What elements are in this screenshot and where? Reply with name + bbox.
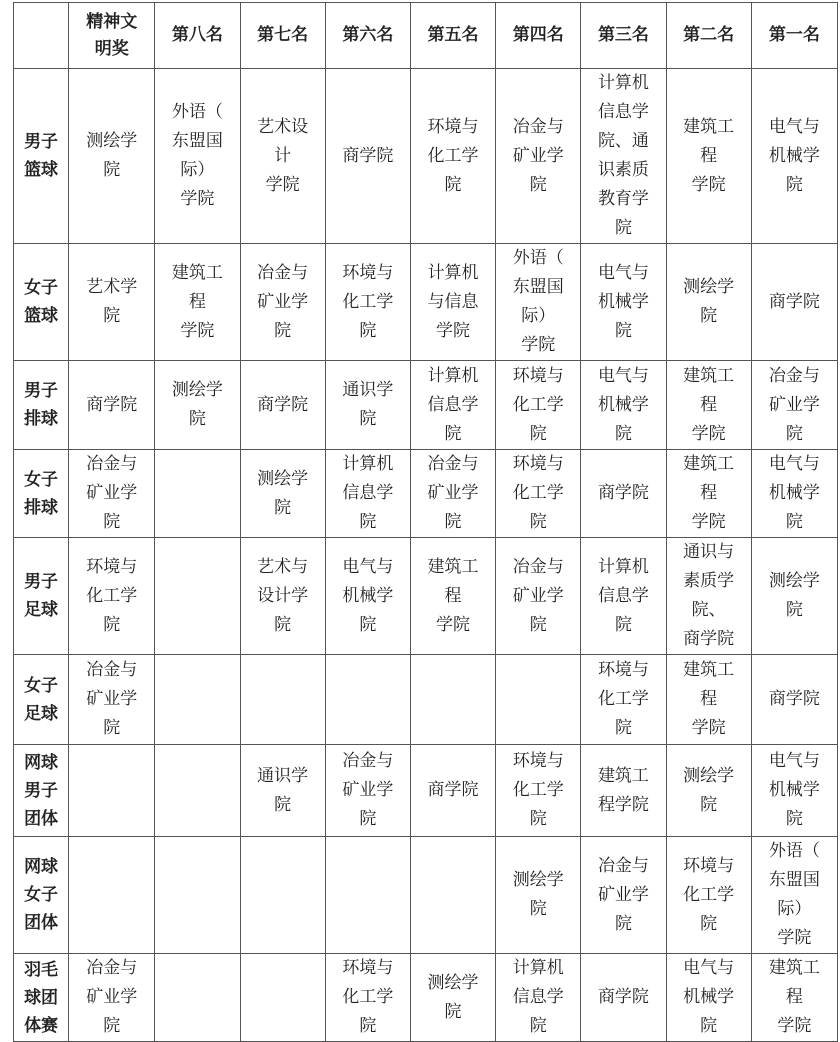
- table-cell: 艺术学 院: [69, 244, 155, 361]
- table-cell: 冶金与 矿业学 院: [410, 450, 495, 538]
- table-cell: [155, 745, 240, 837]
- table-cell: 测绘学 院: [751, 538, 837, 655]
- header-2nd: 第二名: [666, 3, 751, 69]
- table-cell: 电气与 机械学 院: [751, 69, 837, 244]
- table-cell: [410, 837, 495, 954]
- table-cell: 外语（ 东盟国 际） 学院: [496, 244, 581, 361]
- table-cell: 电气与 机械学 院: [751, 745, 837, 837]
- sport-label: 女子 篮球: [14, 244, 69, 361]
- table-cell: 环境与 化工学 院: [69, 538, 155, 655]
- table-row: [14, 244, 838, 361]
- table-cell: 电气与 机械学 院: [581, 361, 666, 450]
- table-cell: [69, 837, 155, 954]
- header-row: [14, 3, 838, 69]
- table-cell: 商学院: [581, 450, 666, 538]
- table-cell: 环境与 化工学 院: [325, 954, 410, 1042]
- table-cell: 计算机 与信息 学院: [410, 244, 495, 361]
- table-cell: 环境与 化工学 院: [325, 244, 410, 361]
- sport-label: 男子 篮球: [14, 69, 69, 244]
- table-cell: 外语（ 东盟国 际） 学院: [751, 837, 837, 954]
- table-cell: [69, 745, 155, 837]
- ranking-table: [13, 2, 838, 1042]
- table-cell: 商学院: [240, 361, 325, 450]
- header-6th: 第六名: [325, 3, 410, 69]
- table-row: [14, 745, 838, 837]
- table-cell: 冶金与 矿业学 院: [496, 69, 581, 244]
- table-cell: 通识学 院: [325, 361, 410, 450]
- table-cell: 建筑工 程 学院: [751, 954, 837, 1042]
- table-cell: 冶金与 矿业学 院: [751, 361, 837, 450]
- table-cell: 商学院: [325, 69, 410, 244]
- table-cell: 建筑工 程 学院: [666, 361, 751, 450]
- table-cell: 环境与 化工学 院: [496, 450, 581, 538]
- header-5th: 第五名: [410, 3, 495, 69]
- table-cell: 测绘学 院: [496, 837, 581, 954]
- table-cell: 通识学 院: [240, 745, 325, 837]
- table-cell: 商学院: [751, 244, 837, 361]
- table-cell: [496, 655, 581, 745]
- table-cell: [155, 837, 240, 954]
- table-cell: 环境与 化工学 院: [666, 837, 751, 954]
- table-row: [14, 837, 838, 954]
- header-1st: 第一名: [751, 3, 837, 69]
- table-cell: [155, 655, 240, 745]
- table-cell: 环境与 化工学 院: [496, 361, 581, 450]
- table-cell: 冶金与 矿业学 院: [325, 745, 410, 837]
- table-cell: 冶金与 矿业学 院: [496, 538, 581, 655]
- table-cell: 计算机 信息学 院: [410, 361, 495, 450]
- table-cell: 商学院: [581, 954, 666, 1042]
- header-4th: 第四名: [496, 3, 581, 69]
- header-corner: [14, 3, 69, 69]
- table-cell: 冶金与 矿业学 院: [69, 450, 155, 538]
- table-row: [14, 69, 838, 244]
- table-cell: 建筑工 程 学院: [666, 69, 751, 244]
- table-cell: [410, 655, 495, 745]
- table-row: [14, 954, 838, 1042]
- table-cell: 冶金与 矿业学 院: [581, 837, 666, 954]
- table-cell: 计算机 信息学 院、通 识素质 教育学 院: [581, 69, 666, 244]
- table-row: [14, 655, 838, 745]
- table-cell: 测绘学 院: [240, 450, 325, 538]
- table-cell: 建筑工 程 学院: [410, 538, 495, 655]
- table-row: [14, 450, 838, 538]
- table-cell: 建筑工 程 学院: [666, 450, 751, 538]
- table-row: [14, 361, 838, 450]
- table-cell: 冶金与 矿业学 院: [240, 244, 325, 361]
- table-cell: 测绘学 院: [155, 361, 240, 450]
- table-cell: [240, 655, 325, 745]
- table-cell: 冶金与 矿业学 院: [69, 954, 155, 1042]
- table-cell: 电气与 机械学 院: [325, 538, 410, 655]
- table-cell: 外语（ 东盟国 际） 学院: [155, 69, 240, 244]
- sport-label: 网球 男子 团体: [14, 745, 69, 837]
- table-cell: [240, 954, 325, 1042]
- sport-label: 羽毛 球团 体赛: [14, 954, 69, 1042]
- table-cell: 电气与 机械学 院: [666, 954, 751, 1042]
- sport-label: 女子 排球: [14, 450, 69, 538]
- sport-label: 网球 女子 团体: [14, 837, 69, 954]
- sport-label: 男子 足球: [14, 538, 69, 655]
- table-cell: 计算机 信息学 院: [325, 450, 410, 538]
- table-cell: 商学院: [751, 655, 837, 745]
- sport-label: 女子 足球: [14, 655, 69, 745]
- table-cell: 测绘学 院: [666, 745, 751, 837]
- table-cell: 建筑工 程 学院: [155, 244, 240, 361]
- table-cell: 计算机 信息学 院: [581, 538, 666, 655]
- table-cell: 建筑工 程 学院: [666, 655, 751, 745]
- table-cell: 环境与 化工学 院: [581, 655, 666, 745]
- table-cell: 测绘学 院: [69, 69, 155, 244]
- table-cell: 艺术与 设计学 院: [240, 538, 325, 655]
- table-cell: 环境与 化工学 院: [496, 745, 581, 837]
- header-spirit-award: 精神文 明奖: [69, 3, 155, 69]
- table-cell: 通识与 素质学 院、 商学院: [666, 538, 751, 655]
- sport-label: 男子 排球: [14, 361, 69, 450]
- table-cell: [325, 837, 410, 954]
- table-cell: 测绘学 院: [410, 954, 495, 1042]
- table-row: [14, 538, 838, 655]
- table-cell: 电气与 机械学 院: [751, 450, 837, 538]
- table-cell: 电气与 机械学 院: [581, 244, 666, 361]
- table-cell: [155, 954, 240, 1042]
- table-cell: 冶金与 矿业学 院: [69, 655, 155, 745]
- table-cell: [325, 655, 410, 745]
- table-cell: 商学院: [69, 361, 155, 450]
- table-cell: [155, 450, 240, 538]
- table-cell: [240, 837, 325, 954]
- table-cell: 环境与 化工学 院: [410, 69, 495, 244]
- table-cell: [155, 538, 240, 655]
- table-cell: 商学院: [410, 745, 495, 837]
- table-cell: 测绘学 院: [666, 244, 751, 361]
- table-cell: 艺术设 计 学院: [240, 69, 325, 244]
- header-3rd: 第三名: [581, 3, 666, 69]
- table-cell: 计算机 信息学 院: [496, 954, 581, 1042]
- table-cell: 建筑工 程学院: [581, 745, 666, 837]
- header-8th: 第八名: [155, 3, 240, 69]
- header-7th: 第七名: [240, 3, 325, 69]
